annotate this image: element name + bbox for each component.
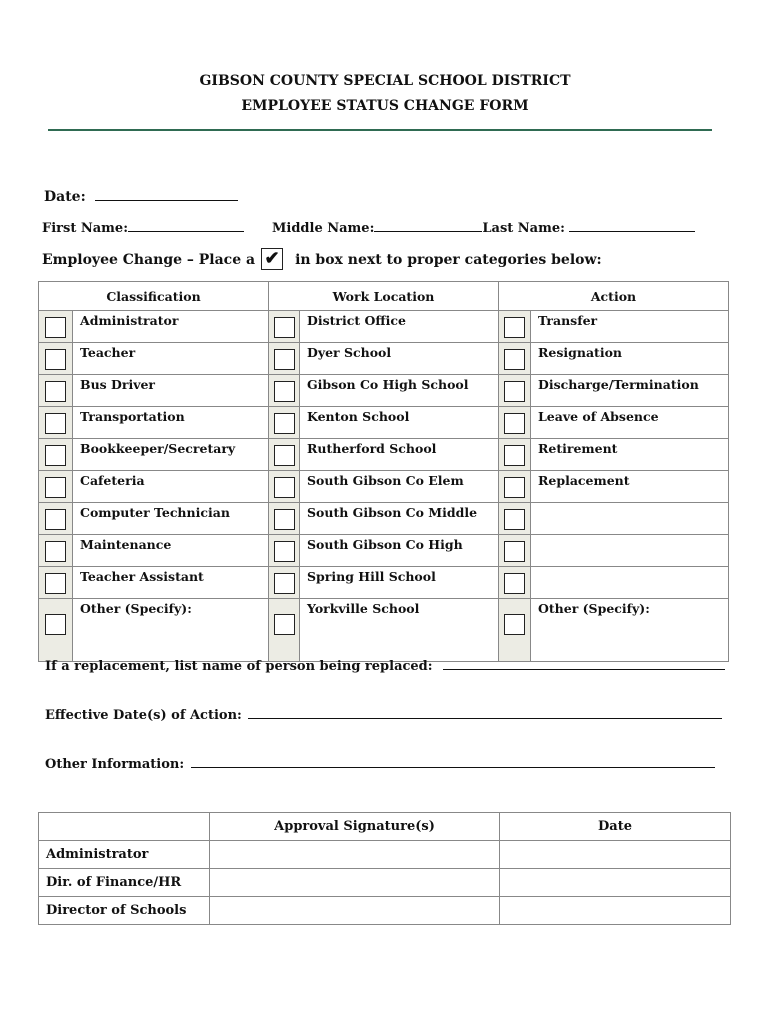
instruction-line [42,248,602,272]
category-row [39,599,729,662]
category-row [39,439,729,471]
instruction-suffix: in box next to proper categories below: [295,252,602,268]
work-location-label: District Office [300,311,499,343]
last-name-field[interactable] [569,219,695,232]
action-label: Retirement [531,439,729,471]
signature-role-label: Director of Schools [39,897,210,925]
middle-name-field[interactable] [374,219,482,232]
action-checkbox[interactable] [504,509,525,530]
action-checkbox[interactable] [504,445,525,466]
action-checkbox[interactable] [504,573,525,594]
category-row [39,535,729,567]
signature-header-row [39,813,731,841]
signature-table [38,812,731,925]
effective-date-row [45,706,722,723]
signature-date-field[interactable] [500,897,731,925]
classification-checkbox[interactable] [45,477,66,498]
action-label: Resignation [531,343,729,375]
action-checkbox[interactable] [504,477,525,498]
work-location-checkbox[interactable] [274,349,295,370]
action-checkbox[interactable] [504,541,525,562]
name-field-row [42,219,244,236]
replacement-row [45,657,725,674]
category-row [39,567,729,599]
signature-field[interactable] [210,841,500,869]
work-location-label: Dyer School [300,343,499,375]
action-label [531,567,729,599]
signature-role-label: Dir. of Finance/HR [39,869,210,897]
other-info-label: Other Information: [45,757,185,772]
classification-label: Computer Technician [73,503,269,535]
action-label: Leave of Absence [531,407,729,439]
work-location-checkbox[interactable] [274,614,295,635]
date-label: Date: [44,189,86,205]
category-row [39,343,729,375]
classification-label: Bookkeeper/Secretary [73,439,269,471]
action-checkbox[interactable] [504,381,525,402]
classification-label: Teacher [73,343,269,375]
action-label [531,535,729,567]
work-location-checkbox[interactable] [274,573,295,594]
date-field[interactable] [95,188,238,201]
signature-row [39,869,731,897]
work-location-label: South Gibson Co Elem [300,471,499,503]
category-row [39,311,729,343]
district-title: GIBSON COUNTY SPECIAL SCHOOL DISTRICT [199,73,571,89]
work-location-label: South Gibson Co High [300,535,499,567]
middle-last-field-row [272,219,695,236]
category-table [38,281,729,662]
classification-checkbox[interactable] [45,509,66,530]
work-location-checkbox[interactable] [274,381,295,402]
work-location-label: Rutherford School [300,439,499,471]
classification-label: Cafeteria [73,471,269,503]
other-info-field[interactable] [191,755,715,768]
title-divider [48,129,712,131]
action-checkbox[interactable] [504,614,525,635]
signature-role-label: Administrator [39,841,210,869]
effective-date-field[interactable] [248,706,722,719]
signature-field[interactable] [210,897,500,925]
date-field-row [44,188,238,205]
classification-checkbox[interactable] [45,541,66,562]
check-mark-icon: ✔ [261,248,283,270]
signature-date-header: Date [500,813,731,841]
action-label [531,503,729,535]
replacement-field[interactable] [443,657,725,670]
work-location-label: Yorkville School [300,599,499,662]
first-name-label: First Name: [42,221,128,236]
signature-date-field[interactable] [500,841,731,869]
work-location-checkbox[interactable] [274,477,295,498]
action-checkbox[interactable] [504,413,525,434]
work-location-label: Kenton School [300,407,499,439]
action-label: Other (Specify): [531,599,729,662]
work-location-checkbox[interactable] [274,317,295,338]
classification-checkbox[interactable] [45,614,66,635]
classification-label: Maintenance [73,535,269,567]
instruction-prefix: Employee Change – Place a [42,252,256,268]
action-label: Replacement [531,471,729,503]
classification-label: Bus Driver [73,375,269,407]
work-location-label: Spring Hill School [300,567,499,599]
category-row [39,375,729,407]
classification-checkbox[interactable] [45,445,66,466]
classification-label: Other (Specify): [73,599,269,662]
action-label: Discharge/Termination [531,375,729,407]
replacement-label: If a replacement, list name of person being replaced: [45,659,433,674]
work-location-checkbox[interactable] [274,445,295,466]
classification-label: Transportation [73,407,269,439]
action-checkbox[interactable] [504,317,525,338]
category-row [39,407,729,439]
action-header: Action [499,282,729,311]
work-location-checkbox[interactable] [274,413,295,434]
classification-checkbox[interactable] [45,413,66,434]
classification-checkbox[interactable] [45,317,66,338]
classification-label: Teacher Assistant [73,567,269,599]
category-row [39,503,729,535]
last-name-label: Last Name: [482,221,565,236]
work-location-checkbox[interactable] [274,509,295,530]
classification-checkbox[interactable] [45,573,66,594]
classification-checkbox[interactable] [45,381,66,402]
signature-field[interactable] [210,869,500,897]
work-location-label: South Gibson Co Middle [300,503,499,535]
approval-signature-header: Approval Signature(s) [210,813,500,841]
middle-name-label: Middle Name: [272,221,375,236]
signature-date-field[interactable] [500,869,731,897]
work-location-header: Work Location [269,282,499,311]
classification-checkbox[interactable] [45,349,66,370]
category-row [39,471,729,503]
action-checkbox[interactable] [504,349,525,370]
classification-header: Classification [39,282,269,311]
signature-corner-cell [39,813,210,841]
first-name-field[interactable] [128,219,244,232]
signature-row [39,841,731,869]
work-location-label: Gibson Co High School [300,375,499,407]
action-label: Transfer [531,311,729,343]
other-info-row [45,755,715,772]
signature-row [39,897,731,925]
classification-label: Administrator [73,311,269,343]
effective-date-label: Effective Date(s) of Action: [45,708,242,723]
form-title: EMPLOYEE STATUS CHANGE FORM [241,98,529,114]
work-location-checkbox[interactable] [274,541,295,562]
